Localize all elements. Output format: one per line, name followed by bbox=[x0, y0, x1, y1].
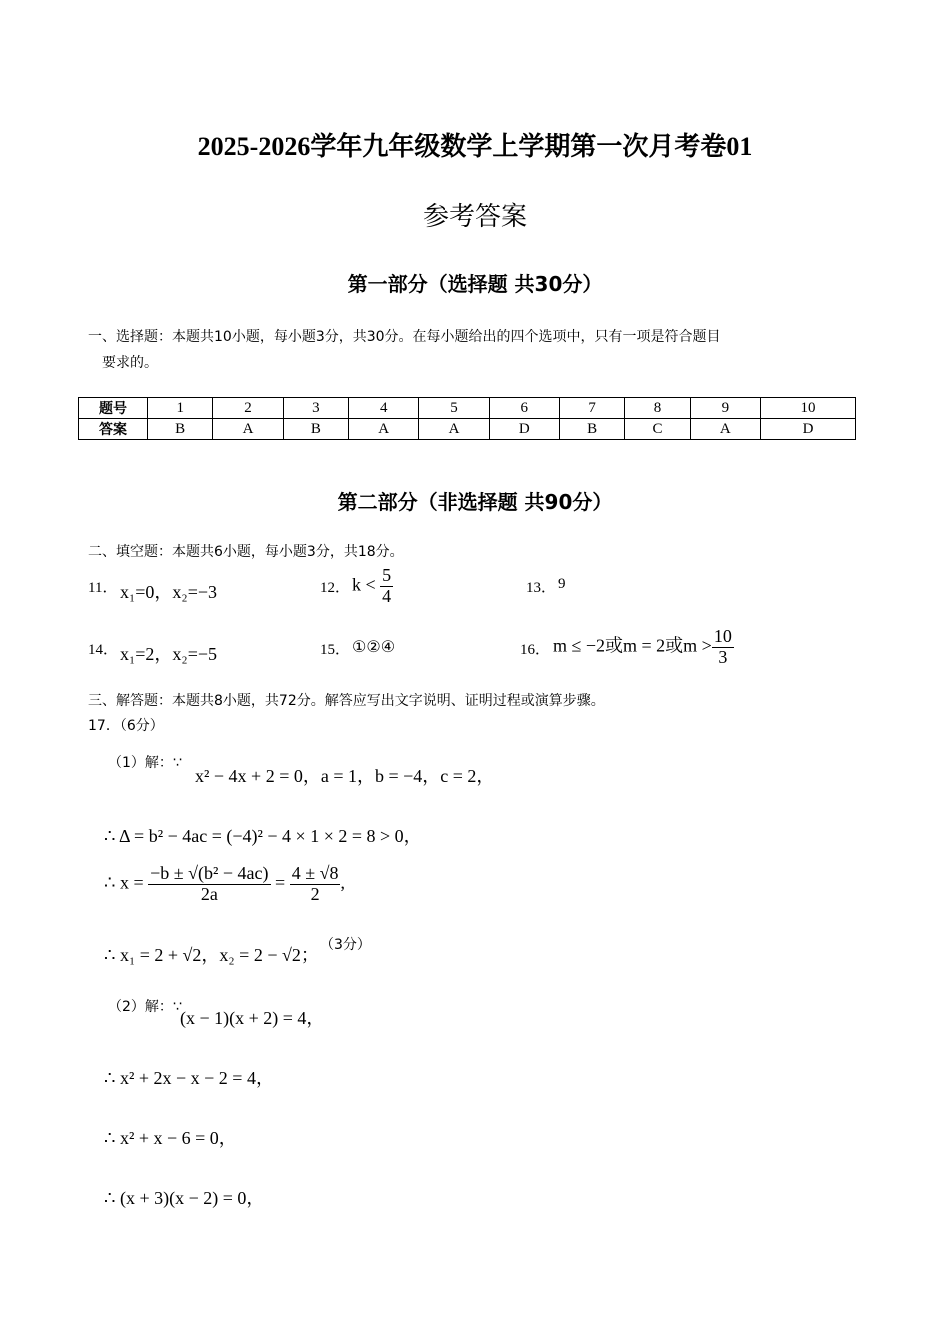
table-header: 答案 bbox=[79, 419, 148, 440]
table-cell: 9 bbox=[690, 398, 760, 419]
q14-answer: x₁=2，x₂=−5 bbox=[120, 644, 218, 664]
table-row bbox=[79, 398, 856, 419]
table-cell: 8 bbox=[625, 398, 690, 419]
q13-label: 13． bbox=[526, 580, 557, 596]
q17-part1-line3: ∴ x = $\frac{\text{−b ± √(b² − 4ac)}}{2a}$ = $\frac{4 \pm √8}{2}$ , bbox=[104, 863, 345, 904]
numerator: 5 bbox=[382, 565, 392, 585]
q13-answer: 9 bbox=[558, 576, 566, 592]
section1-instructions-cont: 要求的。 bbox=[102, 355, 158, 371]
q12-text: k < bbox=[352, 574, 376, 595]
section1-instructions: 一、选择题：本题共10小题，每小题3分，共30分。在每小题给出的四个选项中，只有一项是符合题目 bbox=[88, 329, 721, 345]
q15-answer: ①②④ bbox=[352, 639, 396, 656]
q15-label: 15． bbox=[320, 642, 351, 658]
table-cell: B bbox=[559, 419, 624, 440]
table-cell: D bbox=[760, 419, 855, 440]
numerator: −b ± √(b² − 4ac) bbox=[150, 863, 269, 883]
table-cell: D bbox=[489, 419, 559, 440]
q17-part2-line1: (x − 1)(x + 2) = 4， bbox=[180, 1008, 325, 1028]
table-cell: 5 bbox=[419, 398, 489, 419]
q17-part1-line4: ∴ x₁ = 2 + √2，x₂ = 2 − √2； bbox=[104, 945, 319, 965]
table-cell: 3 bbox=[283, 398, 348, 419]
document-title: 2025-2026学年九年级数学上学期第一次月考卷01 bbox=[197, 132, 753, 161]
q17-part2-line2: ∴ x² + 2x − x − 2 = 4， bbox=[104, 1068, 274, 1088]
q17-part2-label: （2）解：∵ bbox=[108, 999, 182, 1015]
q16-fraction bbox=[712, 627, 734, 668]
table-cell: B bbox=[283, 419, 348, 440]
answer-table bbox=[78, 397, 856, 440]
q17-part1-line2: ∴ Δ = b² − 4ac = (−4)² − 4 × 1 × 2 = 8 > 0， bbox=[104, 826, 422, 846]
q17-part2-line4: ∴ (x + 3)(x − 2) = 0， bbox=[104, 1188, 265, 1208]
table-cell: C bbox=[625, 419, 690, 440]
table-cell: 2 bbox=[213, 398, 283, 419]
table-row bbox=[79, 419, 856, 440]
quadratic-formula-fraction bbox=[148, 864, 270, 905]
table-cell: 10 bbox=[760, 398, 855, 419]
q16-answer bbox=[553, 627, 734, 668]
q17-part2-line3: ∴ x² + x − 6 = 0， bbox=[104, 1128, 237, 1148]
q17-part1-label: （1）解：∵ bbox=[108, 755, 182, 771]
denominator: 2 bbox=[310, 883, 320, 904]
table-cell: 1 bbox=[148, 398, 213, 419]
q12-answer bbox=[352, 566, 393, 607]
section2-instructions: 二、填空题：本题共6小题，每小题3分，共18分。 bbox=[88, 544, 404, 560]
table-cell: 4 bbox=[349, 398, 419, 419]
table-cell: A bbox=[213, 419, 283, 440]
table-cell: B bbox=[148, 419, 213, 440]
q17-heading: 17．（6分） bbox=[88, 718, 164, 734]
q12-fraction bbox=[380, 566, 393, 607]
table-cell: 6 bbox=[489, 398, 559, 419]
q16-label: 16． bbox=[520, 642, 551, 658]
q11-answer: x₁=0，x₂=−3 bbox=[120, 582, 218, 602]
denominator: 4 bbox=[382, 585, 392, 606]
section3-instructions: 三、解答题：本题共8小题，共72分。解答应写出文字说明、证明过程或演算步骤。 bbox=[88, 693, 605, 709]
table-cell: A bbox=[690, 419, 760, 440]
q17-part1-score: （3分） bbox=[320, 937, 371, 953]
table-cell: A bbox=[349, 419, 419, 440]
result-fraction bbox=[290, 864, 341, 905]
document-subtitle: 参考答案 bbox=[422, 202, 527, 232]
table-cell: A bbox=[419, 419, 489, 440]
table-cell: 7 bbox=[559, 398, 624, 419]
denominator: 3 bbox=[718, 646, 728, 667]
numerator: 10 bbox=[713, 626, 732, 646]
table-header: 题号 bbox=[79, 398, 148, 419]
denominator: 2a bbox=[200, 883, 218, 904]
q14-label: 14． bbox=[88, 642, 119, 658]
numerator: 4 ± √8 bbox=[291, 863, 339, 883]
part1-heading: 第一部分（选择题 共30分） bbox=[347, 272, 603, 296]
q11-label: 11． bbox=[88, 580, 118, 596]
formula-prefix: ∴ x = bbox=[104, 872, 144, 893]
q12-label: 12． bbox=[320, 580, 351, 596]
q16-text: m ≤ −2或m = 2或m > bbox=[553, 635, 712, 656]
q17-part1-line1: x² − 4x + 2 = 0，a = 1，b = −4，c = 2， bbox=[195, 766, 495, 786]
part2-heading: 第二部分（非选择题 共90分） bbox=[337, 490, 613, 514]
